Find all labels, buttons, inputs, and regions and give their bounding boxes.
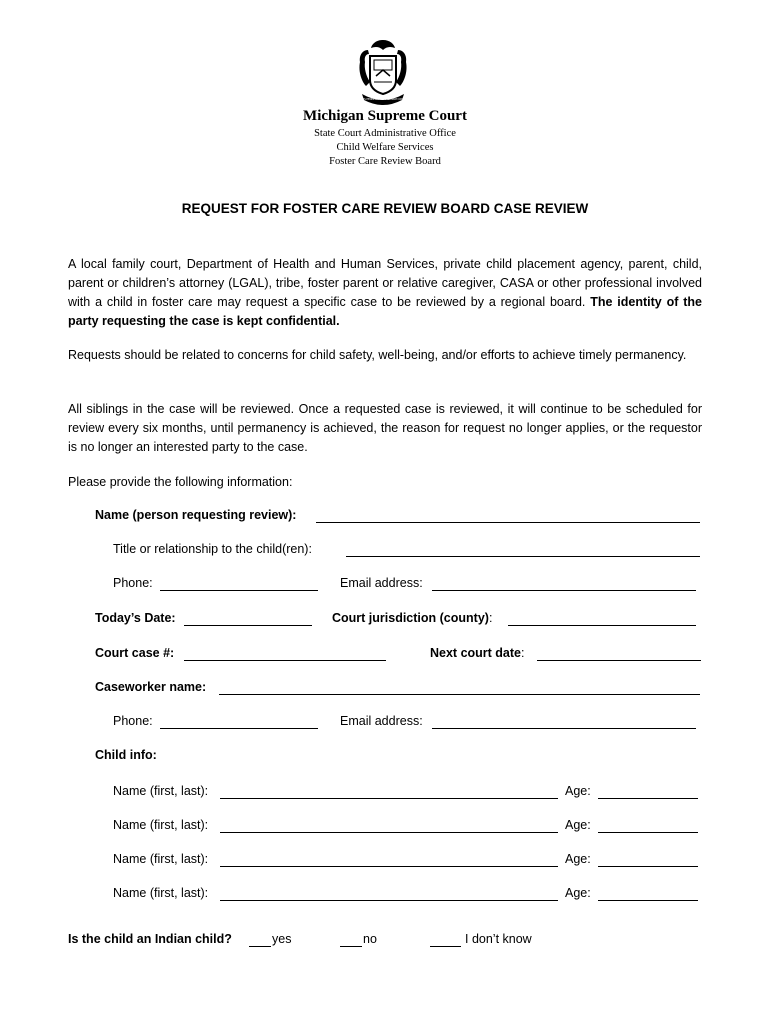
requester-email-field[interactable] [432,590,696,591]
indian-child-no-label: no [363,932,377,946]
caseworker-phone-label: Phone: [113,714,153,728]
court-jurisdiction-text: Court jurisdiction (county) [332,611,489,625]
court-jurisdiction-field[interactable] [508,625,696,626]
indian-child-question: Is the child an Indian child? [68,932,232,946]
todays-date-field[interactable] [184,625,312,626]
indian-child-yes-label: yes [272,932,292,946]
child-age-field[interactable] [598,866,698,867]
child-info-heading: Child info: [95,748,157,762]
court-name: Michigan Supreme Court [303,108,467,124]
child-age-field[interactable] [598,832,698,833]
child-name-field[interactable] [220,832,558,833]
indian-child-unknown-blank[interactable] [430,946,461,947]
michigan-seal-logo [351,36,415,104]
child-name-label: Name (first, last): [113,886,209,900]
instructions-text: Please provide the following information: [68,475,293,489]
indian-child-no-blank[interactable] [340,946,362,947]
child-name-field[interactable] [220,900,558,901]
court-jurisdiction-colon: : [488,611,493,625]
request-concerns-paragraph: Requests should be related to concerns for child safety, well-being, and/or efforts to achieve timely permanency. [68,348,687,362]
child-age-label: Age: [565,852,591,866]
form-title: REQUEST FOR FOSTER CARE REVIEW BOARD CASE REVIEW [181,201,589,216]
caseworker-email-label: Email address: [340,714,423,728]
confidentiality-note: The identity of the party requesting the case is kept confidential. [68,295,702,328]
requester-phone-label: Phone: [113,576,153,590]
caseworker-phone-field[interactable] [160,728,318,729]
child-name-label: Name (first, last): [113,852,209,866]
requester-phone-field[interactable] [160,590,318,591]
child-age-label: Age: [565,784,591,798]
division-name: Child Welfare Services [336,142,434,153]
requester-name-label: Name (person requesting review): [95,508,297,522]
next-court-date-text: Next court date [430,646,521,660]
requester-email-label: Email address: [340,576,423,590]
caseworker-email-field[interactable] [432,728,696,729]
child-name-field[interactable] [220,866,558,867]
caseworker-name-label: Caseworker name: [95,680,207,694]
indian-child-unknown-label: I don’t know [465,932,532,946]
requester-name-field[interactable] [316,522,700,523]
relationship-field[interactable] [346,556,700,557]
board-name: Foster Care Review Board [329,156,441,167]
intro-text: A local family court, Department of Health and Human Services, private child placement agency, parent, child, parent or children’s attorney (LGAL), tribe, foster parent or relative caregiver, CASA or other professional involved with a child in foster care may request a specific case to be reviewed by a regional board. [68,257,702,309]
svg-text:SI QUAERIS PENINSULAM AMOENAM: SI QUAERIS PENINSULAM AMOENAM CIRCUMSPICE [351,98,415,101]
next-court-date-field[interactable] [537,660,701,661]
relationship-label: Title or relationship to the child(ren): [113,542,312,556]
siblings-paragraph: All siblings in the case will be reviewed. Once a requested case is reviewed, it will continue to be scheduled for review every six months, until permanency is achieved, the reason for request no longer applies, or the requestor is no longer an interested party to the case. [68,402,702,454]
child-age-label: Age: [565,886,591,900]
child-name-field[interactable] [220,798,558,799]
office-name: State Court Administrative Office [314,128,456,139]
child-age-field[interactable] [598,900,698,901]
court-case-field[interactable] [184,660,386,661]
todays-date-label: Today’s Date: [95,611,176,625]
indian-child-yes-blank[interactable] [249,946,271,947]
child-name-label: Name (first, last): [113,818,209,832]
next-court-date-colon: : [521,646,525,660]
court-jurisdiction-label [332,611,492,625]
child-name-label: Name (first, last): [113,784,209,798]
caseworker-name-field[interactable] [219,694,700,695]
child-age-label: Age: [565,818,591,832]
child-age-field[interactable] [598,798,698,799]
court-case-label: Court case #: [95,646,175,660]
intro-paragraph [68,255,702,331]
next-court-date-label [430,646,524,660]
